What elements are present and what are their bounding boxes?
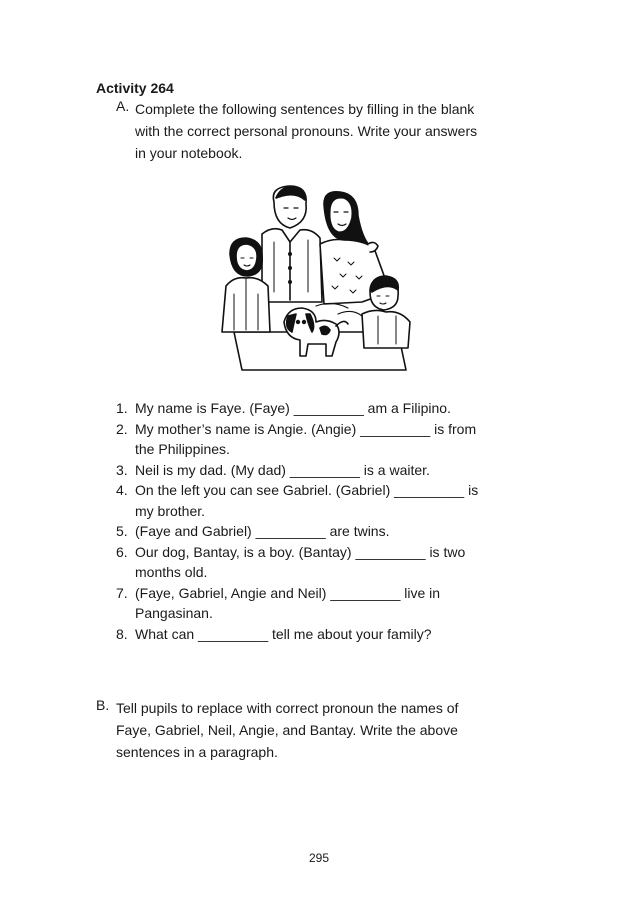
item-number: 7. <box>116 584 128 601</box>
item-number: 4. <box>116 482 128 498</box>
part-b-label: B. <box>96 697 110 713</box>
list-item <box>116 398 556 419</box>
list-item <box>116 542 556 583</box>
item-text: the Philippines. <box>135 441 230 457</box>
item-text: My name is Faye. (Faye) _________ am a Filipino. <box>135 400 451 416</box>
sentence-list <box>116 398 556 644</box>
item-text: My mother’s name is Angie. (Angie) _________ is from <box>135 420 477 437</box>
part-a-instructions <box>135 98 555 164</box>
part-a-line: with the correct personal pronouns. Write your answers <box>135 123 478 139</box>
part-b-line: Tell pupils to replace with correct pronoun the names of <box>116 700 459 716</box>
part-a-label: A. <box>116 98 130 114</box>
list-item <box>116 460 556 481</box>
list-item <box>116 419 556 460</box>
list-item <box>116 480 556 521</box>
item-number: 6. <box>116 543 128 560</box>
item-number: 3. <box>116 461 128 478</box>
part-b-instructions <box>116 697 536 763</box>
activity-title: Activity 264 <box>96 80 174 96</box>
father-figure <box>262 186 322 302</box>
item-text: Pangasinan. <box>135 605 213 621</box>
part-a-line: in your notebook. <box>135 145 243 161</box>
dog-figure <box>284 308 348 356</box>
page-number: 295 <box>308 851 330 865</box>
item-number: 1. <box>116 400 128 416</box>
item-text: months old. <box>135 564 208 580</box>
part-a-line: Complete the following sentences by filling in the blank <box>135 101 475 117</box>
item-number: 2. <box>116 420 128 437</box>
item-number: 5. <box>116 523 128 539</box>
item-text: What can _________ tell me about your family? <box>135 625 432 642</box>
item-text: (Faye and Gabriel) _________ are twins. <box>135 523 390 539</box>
item-text: my brother. <box>135 502 206 519</box>
family-illustration <box>212 182 424 372</box>
list-item <box>116 583 556 624</box>
part-b-line: Faye, Gabriel, Neil, Angie, and Bantay. Write the above <box>116 722 458 738</box>
part-b-line: sentences in a paragraph. <box>116 744 278 760</box>
list-item <box>116 624 556 645</box>
item-number: 8. <box>116 625 128 642</box>
list-item <box>116 521 556 542</box>
item-text: (Faye, Gabriel, Angie and Neil) _________ live in <box>135 584 441 601</box>
item-text: On the left you can see Gabriel. (Gabriel) _________ is <box>135 482 479 498</box>
item-text: Our dog, Bantay, is a boy. (Bantay) _________ is two <box>135 543 466 560</box>
item-text: Neil is my dad. (My dad) _________ is a waiter. <box>135 461 430 478</box>
